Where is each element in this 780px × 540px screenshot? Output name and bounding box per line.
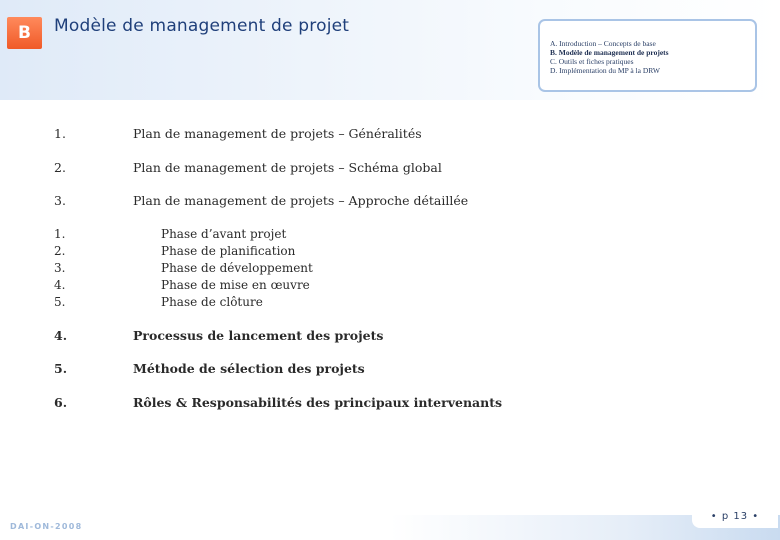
sub-item-text: Phase de mise en œuvre: [161, 278, 310, 292]
sub-item-number: 3.: [54, 261, 66, 275]
item-number: 5.: [54, 361, 68, 376]
item-text: Plan de management de projets – Approche détaillée: [133, 193, 469, 208]
item-text: Plan de management de projets – Généralités: [133, 126, 422, 141]
section-badge: B: [7, 17, 42, 49]
item-text: Processus de lancement des projets: [133, 328, 384, 343]
item-number: 4.: [54, 328, 68, 343]
sub-item-number: 1.: [54, 227, 66, 241]
sub-item-number: 5.: [54, 295, 66, 309]
footer-band: [0, 515, 780, 540]
nav-list: [550, 39, 669, 75]
sub-item-number: 4.: [54, 278, 66, 292]
nav-item-d[interactable]: D. Implémentation du MP à la DRW: [550, 66, 660, 75]
item-number: 3.: [54, 193, 66, 208]
nav-item-c[interactable]: C. Outils et fiches pratiques: [550, 57, 634, 66]
item-text: Méthode de sélection des projets: [133, 361, 365, 376]
item-text: Rôles & Responsabilités des principaux intervenants: [133, 395, 503, 410]
sub-item-text: Phase de clôture: [161, 295, 263, 309]
nav-item-a[interactable]: A. Introduction – Concepts de base: [550, 39, 656, 48]
sub-item-text: Phase de développement: [161, 261, 313, 275]
sub-item-number: 2.: [54, 244, 66, 258]
item-text: Plan de management de projets – Schéma global: [133, 160, 442, 175]
page-number: • p 13 •: [692, 506, 778, 528]
section-navigator: [538, 19, 757, 92]
item-number: 1.: [54, 126, 66, 141]
item-number: 2.: [54, 160, 66, 175]
item-number: 6.: [54, 395, 68, 410]
page-title: Modèle de management de projet: [54, 16, 350, 36]
sub-item-text: Phase de planification: [161, 244, 296, 258]
sub-item-text: Phase d’avant projet: [161, 227, 287, 241]
nav-item-b[interactable]: B. Modèle de management de projets: [550, 48, 669, 57]
footer-label: DAI-ON-2008: [10, 522, 83, 531]
